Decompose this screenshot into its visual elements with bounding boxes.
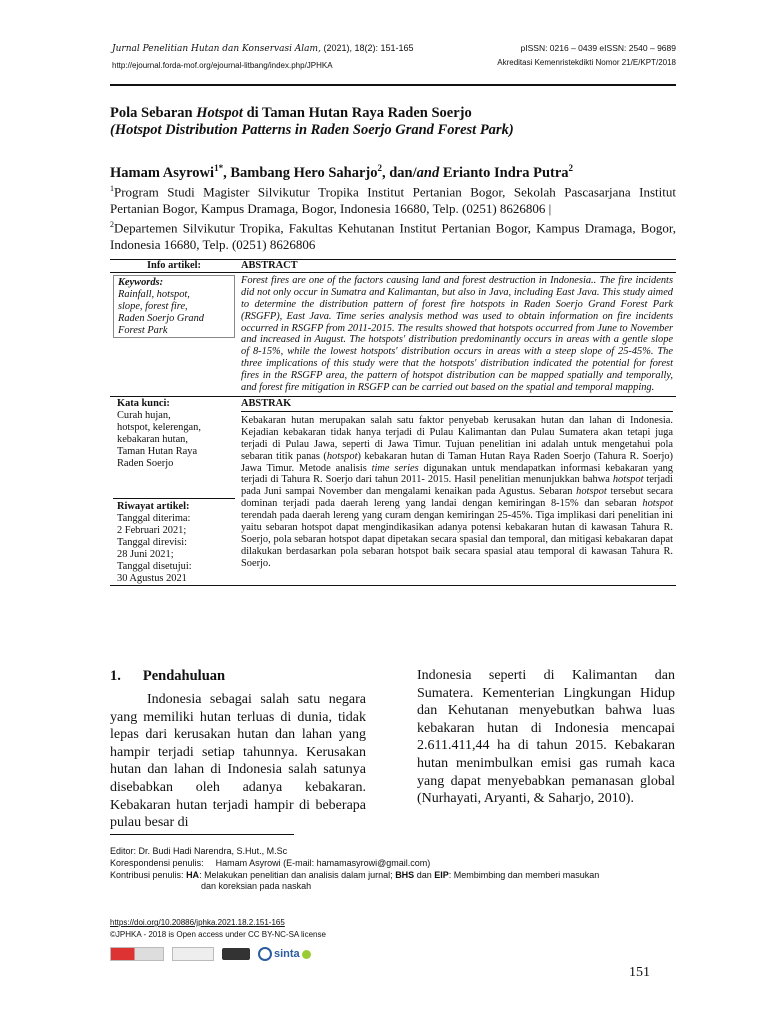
footnote-rule: [110, 834, 294, 835]
journal-citation: [112, 43, 414, 54]
index-logos: [110, 945, 315, 963]
riwayat-line: Tanggal direvisi:: [117, 537, 187, 549]
section-heading: 1. Pendahuluan: [110, 668, 226, 684]
kata-kunci-line: Curah hujan,: [117, 409, 171, 421]
kata-kunci-line: hotspot, kelerengan,: [117, 421, 201, 433]
abstract-label: ABSTRACT: [238, 260, 676, 273]
crossref-logo: [110, 947, 164, 961]
authors: Hamam Asyrowi$^{1*}$, Bambang Hero Saharjo$^2$, dan/and Erianto Indra Putra$^2$: [110, 163, 574, 181]
journal-url[interactable]: http://ejournal.forda-mof.org/ejournal-litbang/index.php/JPHKA: [112, 61, 333, 70]
contribution-note: Kontribusi penulis: HA: Melakukan penelitian dan analisis dalam jurnal; BHS dan EIP: Membimbing dan memberi masukan: [110, 870, 600, 880]
riwayat-block: [113, 498, 235, 584]
affiliation-2: $^2$Departemen Silvikutur Tropika, Fakultas Kehutanan Institut Pertanian Bogor, Kampus Dramaga, Bogor, Indonesia 16680, Telp. (0251) 8626806: [110, 220, 676, 253]
affiliations: [110, 181, 676, 254]
doaj-logo: [172, 947, 214, 961]
keywords-box: Keywords: Rainfall, hotspot, slope, forest fire, Raden Soerjo Grand Forest Park: [113, 275, 235, 339]
cc-license-logo: [222, 948, 250, 960]
page-number: 151: [629, 965, 650, 980]
riwayat-line: 2 Februari 2021;: [117, 525, 187, 537]
riwayat-line: Tanggal disetujui:: [117, 560, 192, 572]
issn: pISSN: 0216 – 0439 eISSN: 2540 – 9689: [520, 43, 676, 53]
riwayat-line: 30 Agustus 2021: [117, 572, 187, 584]
accreditation: Akreditasi Kemenristekdikti Nomor 21/E/KPT/2018: [497, 58, 676, 67]
keyword-line: Forest Park: [118, 324, 168, 336]
contribution-note-cont: dan koreksian pada naskah: [201, 881, 312, 891]
header-rule: [110, 84, 676, 86]
keyword-line: slope, forest fire,: [118, 300, 188, 312]
abstract-text: Forest fires are one of the factors causing land and forest destruction in Indonesia.. The fire incidents did not only occur in Sumatra and Kalimantan, but also in Java, including East Java. This study aimed to determine the distribution pattern of forest fire hotspots in Raden Soerjo Grand Forest Park (RSGFP), East Java. Time series analysis method was used to obtain information on fire incidents occurred in RSGFP from 2011-2015. The results showed that hotspots occurred from June to November and increased in August. The hotspots' distribution predominantly occurs in areas with a gentle slope of 8-15%, while the lowest hotspots' distribution occurs in areas with a steep slope of 25-45%. The three implications of this study were that the hotspots' distribution indicated the potential for forest fires in the RSGFP area, the pattern of hotspot distribution can be mapped spatially and temporally, and forest fire mitigation in RSGFP can be carried out based on the spatial and temporal mapping.: [241, 274, 673, 394]
kata-kunci-line: Raden Soerjo: [117, 457, 174, 469]
intro-column-2: Indonesia seperti di Kalimantan dan Sumatera. Kementerian Lingkungan Hidup dan Kehutanan menyebutkan bahwa luas kebakaran hutan di Indonesia mencapai 2.611.411,44 ha di tahun 2015. Kebakaran hutan menimbulkan emisi gas rumah kaca yang dapat menyebabkan pemanasan global (Nurhayati, Aryanti, & Saharjo, 2010).: [417, 668, 675, 807]
affiliation-1: $^1$Program Studi Magister Silvikutur Tropika Institut Pertanian Bogor, Sekolah Pascasarjana Institut Pertanian Bogor, Kampus Dramaga, Bogor, Indonesia 16680, Telp. (0251) 8626806 |: [110, 184, 676, 216]
article-info-table: [110, 259, 676, 586]
sinta-badge-icon: [302, 950, 311, 959]
keyword-line: Rainfall, hotspot,: [118, 288, 190, 300]
correspondence-note: Korespondensi penulis: Hamam Asyrowi (E-mail: hamamasyrowi@gmail.com): [110, 858, 431, 868]
intro-column-1: Indonesia sebagai salah satu negara yang memiliki hutan terluas di dunia, tidak lepas dari kerusakan hutan dan lahan yang hampir terjadi setiap tahunnya. Kerusakan hutan dan lahan di Indonesia salah satunya disebabkan oleh adanya kebakaran. Kebakaran hutan terjadi hampir di beberapa pulau besar di: [110, 692, 366, 831]
editor-note: Editor: Dr. Budi Hadi Narendra, S.Hut., M.Sc: [110, 846, 288, 856]
journal-name: Jurnal Penelitian Hutan dan Konservasi Alam,: [112, 44, 321, 54]
doi-link[interactable]: https://doi.org/10.20886/jphka.2021.18.2.151-165: [110, 918, 285, 927]
kata-kunci-label: Kata kunci: [117, 397, 167, 409]
journal-volume: (2021), 18(2): 151-165: [320, 43, 414, 53]
abstrak-label: ABSTRAK: [241, 398, 673, 412]
abstrak-text: Kebakaran hutan merupakan salah satu faktor penyebab kerusakan hutan dan lahan di Indonesia. Kejadian kebakaran tidak hanya terjadi di Pulau Kalimantan dan Pulau Sumatera akan tetapi juga terjadi di Pulau Jawa, seperti di Jawa Timur. Tujuan penelitian ini adalah untuk mengetahui pola sebaran titik panas (hotspot) kebakaran hutan di Taman Hutan Raya Raden Soerjo (Tahura R. Soerjo) Jawa Timur. Metode analisis time series digunakan untuk mendapatkan informasi kebakaran yang terjadi di Tahura R. Soerjo dari tahun 2011- 2015. Hasil penelitian menunjukkan bahwa hotspot terjadi pada Juni sampai November dan mengalami kenaikan pada Agustus. Sebaran hotspot tersebut secara dominan terjadi pada daerah lereng yang landai dengan kemiringan 8-15% dan sebaran hotspot terendah pada daerah lereng yang curam dengan kemiringan 25-45%. Tiga implikasi dari penelitian ini yaitu sebaran hotspot dapat mengindikasikan adanya potensi kebakaran hutan di kawasan Tahura R. Soerjo, pola sebaran hotspot dapat dipetakan secara spasial dan temporal, dan mitigasi kebakaran dapat dilakukan berdasarkan pola sebaran hotspot baik secara spasial atau temporal di kawasan Tahura R. Soerjo.: [241, 414, 674, 569]
kata-kunci-line: Taman Hutan Raya: [117, 445, 198, 457]
kata-kunci-line: kebakaran hutan,: [117, 433, 188, 445]
license-note: ©JPHKA - 2018 is Open access under CC BY-NC-SA license: [110, 930, 326, 939]
title-indonesian: Pola Sebaran Hotspot di Taman Hutan Raya Raden Soerjo: [110, 105, 472, 121]
sinta-logo: sinta: [258, 947, 311, 961]
riwayat-line: Tanggal diterima:: [117, 513, 191, 525]
riwayat-label: Riwayat artikel:: [117, 501, 190, 513]
title-english: (Hotspot Distribution Patterns in Raden Soerjo Grand Forest Park): [110, 122, 514, 138]
keywords-label: Keywords: [118, 276, 160, 288]
keyword-line: Raden Soerjo Grand: [118, 312, 205, 324]
info-label: Info artikel:: [110, 260, 238, 273]
riwayat-line: 28 Juni 2021;: [117, 549, 174, 561]
kata-kunci-block: Kata kunci: Curah hujan, hotspot, kelerengan, kebakaran hutan, Taman Hutan Raya Raden Soerjo: [113, 398, 235, 469]
